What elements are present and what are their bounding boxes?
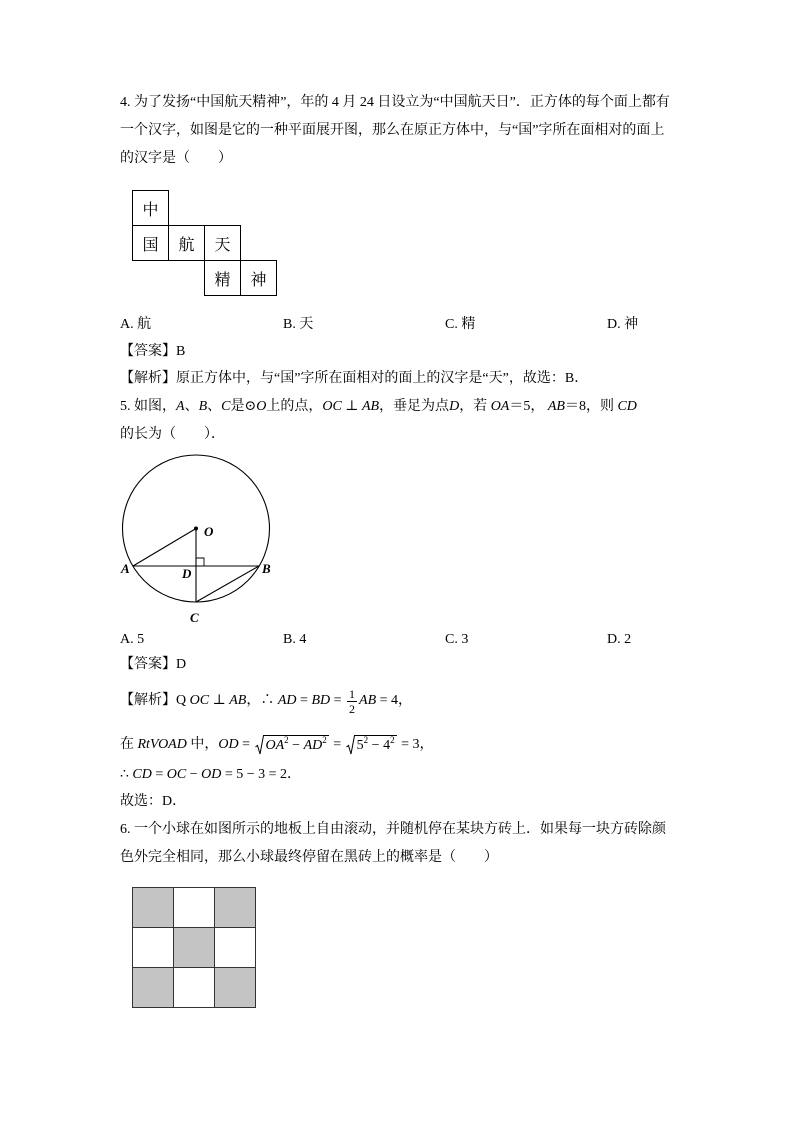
superscript: 2 bbox=[322, 734, 327, 745]
math-variable: AB bbox=[229, 693, 247, 708]
text-segment: 5. 如图， bbox=[120, 399, 176, 414]
text-segment: 在 bbox=[120, 737, 138, 752]
text-segment: ，∴ bbox=[246, 693, 278, 708]
text-segment: ，垂足为点 bbox=[379, 399, 450, 414]
superscript: 2 bbox=[390, 734, 395, 745]
math-variable: B bbox=[198, 399, 208, 414]
label-b: B bbox=[262, 561, 271, 576]
math-variable: CD bbox=[132, 767, 152, 782]
q5-option-c: C. 3 bbox=[445, 632, 469, 647]
text-segment: ＝5， bbox=[509, 399, 548, 414]
text-segment: 中， bbox=[186, 737, 219, 752]
q5-analysis-line-1 bbox=[120, 684, 412, 718]
floor-tile bbox=[133, 928, 174, 968]
text-segment: = 5 − 3 = 2． bbox=[221, 767, 302, 782]
q4-stem-line-2: 一个汉字，如图是它的一种平面展开图，那么在原正方体中，与“国”字所在面相对的面上 bbox=[120, 123, 665, 138]
floor-tile bbox=[174, 888, 215, 928]
text-segment: 、 bbox=[207, 399, 222, 414]
q5-analysis-line-4: 故选：D． bbox=[120, 794, 187, 809]
q4-stem-line-3: 的汉字是（ ） bbox=[120, 151, 232, 166]
math-variable: OD bbox=[201, 767, 222, 782]
floor-tile bbox=[215, 968, 256, 1008]
text-segment: 、 bbox=[184, 399, 199, 414]
q6-stem-line-2: 色外完全相同，那么小球最终停留在黑砖上的概率是（ ） bbox=[120, 850, 498, 865]
q6-stem-line-1: 6. 一个小球在如图所示的地板上自由滚动，并随机停在某块方砖上．如果每一块方砖除颜 bbox=[120, 822, 666, 837]
floor-tile bbox=[174, 928, 215, 968]
net-face-guo: 国 bbox=[132, 225, 169, 261]
q5-option-d: D. 2 bbox=[607, 632, 632, 647]
right-angle-mark bbox=[196, 558, 204, 566]
fraction bbox=[347, 687, 357, 716]
text-segment: Q bbox=[176, 693, 190, 708]
text-segment: = bbox=[151, 767, 167, 782]
text-segment: = bbox=[296, 693, 312, 708]
text-segment: ⊥ bbox=[341, 399, 362, 414]
math-variable: OC bbox=[322, 399, 342, 414]
math-variable: AD bbox=[303, 737, 323, 753]
text-segment: = bbox=[238, 737, 254, 752]
floor-tile bbox=[215, 928, 256, 968]
label-o: O bbox=[204, 524, 214, 539]
label-a: A bbox=[121, 561, 130, 576]
text-segment: = bbox=[329, 737, 345, 752]
q4-stem-line-1: 4. 为了发扬“中国航天精神”，年的 4 月 24 日设立为“中国航天日”．正方体的每个面上都有 bbox=[120, 95, 670, 110]
text-segment: = 3， bbox=[397, 737, 434, 752]
math-variable: AB bbox=[361, 399, 380, 414]
q5-stem-line-1 bbox=[120, 397, 637, 417]
net-face-hang: 航 bbox=[168, 225, 205, 261]
superscript: 2 bbox=[284, 734, 289, 745]
radical-sign-icon bbox=[346, 735, 355, 755]
q5-option-b: B. 4 bbox=[283, 632, 307, 647]
center-point bbox=[194, 527, 198, 531]
text-segment: 上的点， bbox=[266, 399, 323, 414]
superscript: 2 bbox=[363, 734, 369, 745]
fraction-denominator: 2 bbox=[349, 701, 356, 716]
math-variable: OA bbox=[265, 737, 285, 753]
q5-answer: 【答案】D bbox=[120, 657, 187, 672]
radicand bbox=[264, 735, 329, 755]
text-segment: − bbox=[368, 737, 384, 753]
text-segment: ∴ bbox=[120, 767, 133, 782]
math-variable: BD bbox=[311, 693, 331, 708]
circle-figure bbox=[110, 445, 285, 630]
q4-option-c: C. 精 bbox=[445, 317, 476, 332]
text-segment: 是⊙ bbox=[230, 399, 257, 414]
floor-tile bbox=[174, 968, 215, 1008]
floor-tile bbox=[133, 968, 174, 1008]
q4-option-b: B. 天 bbox=[283, 317, 314, 332]
radical-sign-icon bbox=[255, 735, 264, 755]
text-segment: = 4， bbox=[376, 693, 413, 708]
q4-option-d: D. 神 bbox=[607, 317, 639, 332]
net-face-jing: 精 bbox=[204, 260, 241, 296]
math-variable: OA bbox=[490, 399, 510, 414]
text-segment: 5 bbox=[356, 737, 364, 753]
net-face-zhong: 中 bbox=[132, 190, 169, 226]
q4-answer: 【答案】B bbox=[120, 344, 186, 359]
text-segment: − bbox=[288, 737, 304, 753]
q5-analysis-line-3 bbox=[120, 765, 301, 785]
math-variable: OC bbox=[166, 767, 187, 782]
label-d: D bbox=[182, 566, 192, 581]
math-variable: A bbox=[176, 399, 185, 414]
floor-tile-grid bbox=[132, 887, 256, 1008]
text-segment: = bbox=[330, 693, 346, 708]
net-face-tian: 天 bbox=[204, 225, 241, 261]
math-variable: RtVOAD bbox=[137, 737, 187, 752]
radicand bbox=[355, 735, 397, 755]
square-root bbox=[346, 735, 397, 755]
q4-option-a: A. 航 bbox=[120, 317, 152, 332]
text-segment: ＝8，则 bbox=[564, 399, 618, 414]
text-segment: − bbox=[186, 767, 202, 782]
floor-tile bbox=[133, 888, 174, 928]
q4-analysis: 【解析】原正方体中，与“国”字所在面相对的面上的汉字是“天”，故选：B． bbox=[120, 371, 589, 386]
label-c: C bbox=[190, 610, 199, 625]
math-variable: AB bbox=[547, 399, 565, 414]
q5-option-a: A. 5 bbox=[120, 632, 145, 647]
math-variable: C bbox=[221, 399, 231, 414]
q5-analysis-line-2 bbox=[120, 731, 433, 759]
segment-oa bbox=[133, 529, 196, 567]
floor-tile bbox=[215, 888, 256, 928]
math-variable: CD bbox=[617, 399, 637, 414]
math-variable: D bbox=[449, 399, 460, 414]
text-segment: ⊥ bbox=[209, 693, 230, 708]
text-segment: 4 bbox=[383, 737, 391, 753]
math-variable: AD bbox=[277, 693, 297, 708]
square-root bbox=[255, 735, 329, 755]
fraction-numerator: 1 bbox=[349, 686, 356, 701]
math-variable: OC bbox=[189, 693, 210, 708]
text-segment: 【解析】 bbox=[120, 693, 176, 708]
q5-stem-line-2: 的长为（ ）． bbox=[120, 427, 225, 442]
math-variable: O bbox=[256, 399, 267, 414]
segment-cb bbox=[196, 566, 259, 602]
text-segment: ，若 bbox=[459, 399, 491, 414]
math-variable: AB bbox=[359, 693, 377, 708]
math-variable: OD bbox=[218, 737, 239, 752]
net-face-shen: 神 bbox=[240, 260, 277, 296]
